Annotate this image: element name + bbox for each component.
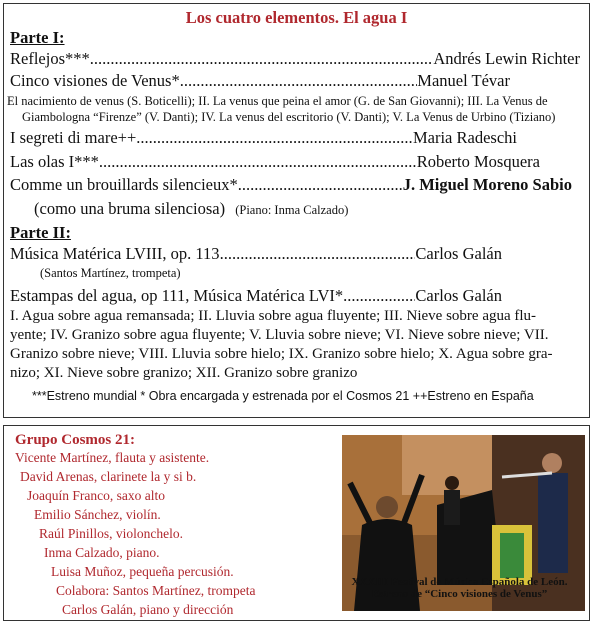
work-row: [10, 71, 580, 91]
work-composer: Maria Radeschi: [412, 128, 517, 147]
leader-dots: [238, 175, 403, 195]
group-box: [3, 425, 590, 621]
program-box: [3, 3, 590, 418]
member-line: Raúl Pinillos, violonchelo.: [39, 526, 183, 541]
group-title: Grupo Cosmos 21:: [15, 432, 136, 448]
work-row: [10, 286, 580, 306]
flutist-body: [538, 473, 568, 573]
work-composer: Roberto Mosquera: [416, 152, 540, 171]
comme-subtitle: (como una bruma silenciosa): [34, 199, 226, 218]
leader-dots: [136, 128, 413, 148]
member-line: Luisa Muñoz, pequeña percusión.: [51, 564, 234, 579]
estampas-line: Granizo sobre nieve; VIII. Lluvia sobre hielo; IX. Granizo sobre hielo; X. Agua sobre gra-: [10, 346, 553, 362]
part2-heading: Parte II:: [10, 223, 71, 242]
work-title: Estampas del agua, op 111, Música Matérica LVI*: [10, 286, 344, 305]
pianist-body: [444, 490, 460, 525]
work-row: [10, 49, 580, 69]
venus-movements-line: El nacimiento de venus (S. Boticelli); II. La venus que peina el amor (G. de San Giovanni); III. La Venus de: [7, 94, 548, 108]
pianist-head: [445, 476, 459, 490]
leader-dots: [220, 244, 416, 264]
flutist-head: [542, 453, 562, 473]
photo-caption: [338, 576, 581, 600]
work-composer: Carlos Galán: [415, 286, 502, 305]
member-line: Vicente Martínez, flauta y asistente.: [15, 450, 210, 465]
conductor-head: [376, 496, 398, 518]
estampas-line: yente; IV. Granizo sobre agua fluyente; V. Lluvia sobre nieve; VI. Nieve sobre nieve; VII.: [10, 327, 549, 343]
leader-dots: [343, 286, 415, 306]
work-title: Cinco visiones de Venus*: [10, 71, 180, 90]
work-composer: J. Miguel Moreno Sabio: [402, 175, 572, 194]
work-title: Las olas I***: [10, 152, 99, 171]
work-title: Reflejos***: [10, 49, 90, 68]
leader-dots: [180, 71, 418, 91]
member-line: David Arenas, clarinete la y si b.: [20, 469, 197, 484]
leader-dots: [90, 49, 434, 69]
member-line: Emilio Sánchez, violín.: [34, 507, 161, 522]
work-composer: Andrés Lewin Richter: [433, 49, 580, 68]
estampas-line: nizo; XI. Nieve sobre granizo; XII. Granizo sobre granizo: [10, 365, 358, 381]
member-line: Colabora: Santos Martínez, trompeta: [56, 583, 256, 598]
stand-art: [500, 533, 524, 578]
footnote: ***Estreno mundial * Obra encargada y estrenada por el Cosmos 21 ++Estreno en España: [32, 389, 534, 403]
work-composer: Carlos Galán: [415, 244, 502, 263]
caption-line: XXXIII Festival de Música Española de León.: [351, 576, 568, 588]
work-title: Música Matérica LVIII, op. 113: [10, 244, 220, 263]
work-title: I segreti di mare++: [10, 128, 137, 147]
program-title: Los cuatro elementos. El agua I: [185, 8, 408, 27]
work-row: [10, 152, 580, 172]
work-subtitle: [34, 199, 348, 219]
member-line: Inma Calzado, piano.: [44, 545, 160, 560]
work-composer: Manuel Tévar: [417, 71, 510, 90]
caption-line: Estreno de “Cinco visiones de Venus”: [371, 588, 548, 600]
work-title: Comme un brouillards silencieux*: [10, 175, 238, 194]
work-row: [10, 128, 580, 148]
venus-movements-line: Giambologna “Firenze” (V. Danti); IV. La venus del escritorio (V. Danti); V. La Venus de Urbino (Tiziano): [22, 110, 556, 124]
comme-credit: (Piano: Inma Calzado): [235, 203, 349, 217]
work-credit: (Santos Martínez, trompeta): [40, 266, 181, 280]
member-line: Joaquín Franco, saxo alto: [27, 488, 165, 503]
part1-heading: Parte I:: [10, 28, 65, 47]
leader-dots: [99, 152, 417, 172]
member-line: Carlos Galán, piano y dirección: [62, 602, 234, 617]
work-row: [10, 244, 580, 264]
estampas-line: I. Agua sobre agua remansada; II. Lluvia sobre agua fluyente; III. Nieve sobre agua flu-: [10, 308, 537, 324]
work-row: [10, 175, 580, 195]
